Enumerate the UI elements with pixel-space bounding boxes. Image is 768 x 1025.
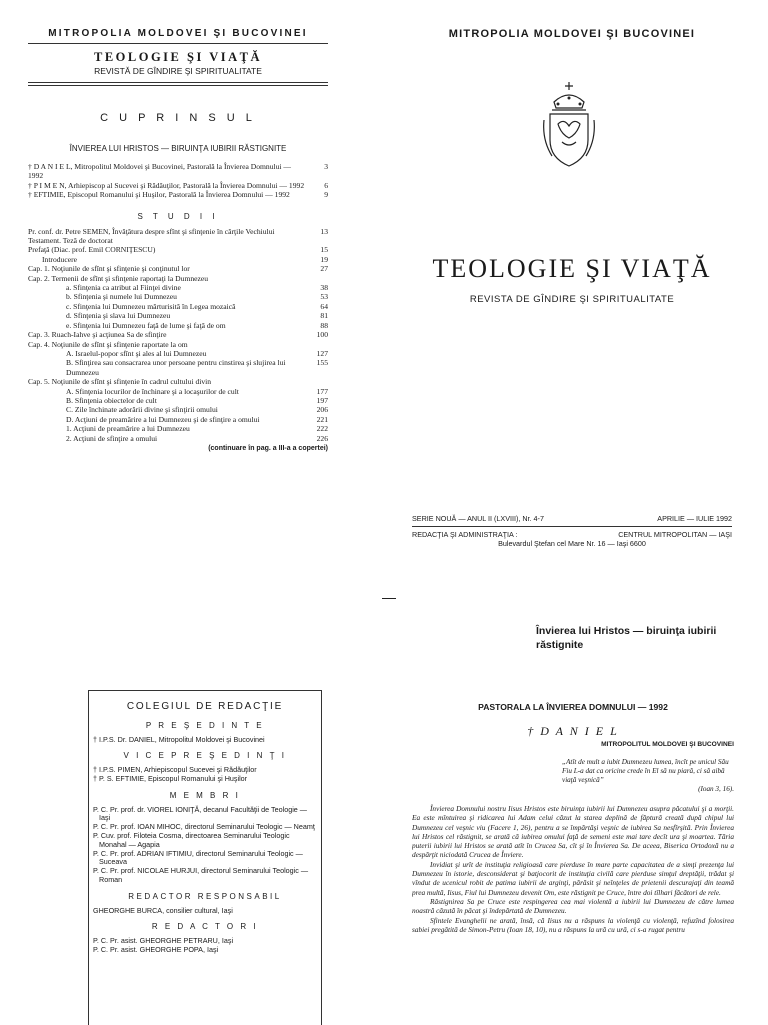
pastoral-author: † D A N I E L xyxy=(527,724,619,738)
board-member: † I.P.S. Dr. DANIEL, Mitropolitul Moldovei şi Bucovinei xyxy=(93,734,265,744)
issue-info xyxy=(412,514,732,548)
toc-page: 100 xyxy=(316,330,328,340)
toc-page: 53 xyxy=(320,292,328,302)
cover-subtitle: REVISTA DE GÎNDIRE ŞI SPIRITUALITATE xyxy=(469,294,675,305)
pastoral-title: PASTORALA LA ÎNVIEREA DOMNULUI — 1992 xyxy=(478,702,668,712)
board-content xyxy=(89,691,321,955)
toc-text: c. Sfinţenia lui Dumnezeu mărturisită în Legea mozaică xyxy=(66,301,236,311)
toc-row xyxy=(28,330,328,339)
pastoral-author-title: MITROPOLITUL MOLDOVEI ŞI BUCOVINEI xyxy=(601,741,734,748)
board-member: P. C. Pr. prof. ADRIAN IFTIMIU, directorul Seminarului Teologic — Suceava xyxy=(93,848,303,867)
metropolitan-center: CENTRUL MITROPOLITAN — IAŞI xyxy=(618,530,732,539)
toc-row xyxy=(28,434,328,443)
toc-page xyxy=(314,340,328,349)
toc-text: B. Sfinţenia obiectelor de cult xyxy=(66,395,157,405)
toc-text: d. Sfinţenia şi slava lui Dumnezeu xyxy=(66,311,171,321)
toc-text: a. Sfinţenia ca atribut al Fiinţei divine xyxy=(66,283,181,293)
toc-row xyxy=(28,227,328,246)
metropolis-crest-icon xyxy=(540,80,598,170)
toc-page: 13 xyxy=(320,226,328,236)
toc-text: Cap. 2. Termenii de sfînt şi sfinţenie raportaţi la Dumnezeu xyxy=(28,273,209,283)
board-member: P. C. Pr. asist. GHEORGHE PETRARU, Iaşi xyxy=(93,936,234,946)
toc-text: 1. Acţiuni de preamărire a lui Dumnezeu xyxy=(66,424,190,434)
toc-text: e. Sfinţenia lui Dumnezeu faţă de lume şi faţă de om xyxy=(66,320,226,330)
toc-row xyxy=(28,245,328,254)
toc-row xyxy=(28,190,328,199)
toc-row xyxy=(28,181,328,190)
cover-page xyxy=(412,28,732,568)
toc-page: 177 xyxy=(316,386,328,396)
toc-row xyxy=(28,311,328,320)
toc-text: Prefaţă (Diac. prof. Emil CORNIŢESCU) xyxy=(28,245,156,255)
board-role: V I C E P R E Ş E D I N Ţ I xyxy=(123,751,287,761)
toc-text: Cap. 1. Noţiunile de sfînt şi sfinţenie şi conţinutul lor xyxy=(28,264,190,274)
continuation-note: (continuare în pag. a III-a a copertei) xyxy=(208,444,328,452)
toc-page: 6 xyxy=(324,180,328,190)
editorial-office: REDACŢIA ŞI ADMINISTRAŢIA : xyxy=(412,530,518,539)
series-info: SERIE NOUĂ — ANUL II (LXVIII), Nr. 4-7 xyxy=(412,514,544,523)
toc-page: 19 xyxy=(320,254,328,264)
toc-row xyxy=(28,292,328,301)
board-member: P. Cuv. prof. Filoteia Cosma, directoarea Seminarului Teologic Monahal — Agapia xyxy=(93,830,290,849)
toc-row xyxy=(28,387,328,396)
toc-text: Cap. 3. Ruach-Iahve şi acţiunea Sa de sfinţire xyxy=(28,330,167,340)
toc-row xyxy=(28,405,328,414)
toc-text: † D A N I E L, Mitropolitul Moldovei şi Bucovinei, Pastorală la Învierea Domnului — 1992 xyxy=(28,162,292,181)
epigraph xyxy=(562,758,734,794)
title-rule xyxy=(28,82,328,86)
paragraph: Răstignirea Sa pe Cruce este respingerea cea mai violentă a iubirii lui Dumnezeu de către lumea noastră căzută în păcat şi îndepărtată de Dumnezeu. xyxy=(412,896,734,916)
toc-text: C. Zile închinate adorării divine şi sfinţirii omului xyxy=(66,405,218,415)
toc-row xyxy=(28,340,328,349)
epigraph-reference: (Ioan 3, 16). xyxy=(698,785,734,793)
toc-text: Introducere xyxy=(42,254,77,264)
editorial-board xyxy=(88,690,322,1025)
contents-heading: C U P R I N S U L xyxy=(100,112,256,124)
board-role: R E D A C T O R I xyxy=(151,922,259,932)
section-title: Învierea lui Hristos — biruinţa iubirii răstignite xyxy=(536,625,717,651)
toc-page: 127 xyxy=(316,348,328,358)
toc-page: 15 xyxy=(320,245,328,255)
contents-page xyxy=(28,28,328,558)
issue-row xyxy=(412,514,732,523)
board-role: M E M B R I xyxy=(169,790,241,800)
toc-row xyxy=(28,255,328,264)
board-role: P R E Ş E D I N T E xyxy=(145,720,265,730)
board-role: REDACTOR RESPONSABIL xyxy=(128,891,282,901)
toc-page: 197 xyxy=(316,395,328,405)
board-title: COLEGIUL DE REDACŢIE xyxy=(126,701,284,712)
section-title-page xyxy=(536,624,732,652)
toc-page xyxy=(314,274,328,283)
toc-page: 27 xyxy=(320,264,328,274)
toc-row xyxy=(28,321,328,330)
dash-mark xyxy=(382,598,396,599)
toc-row xyxy=(28,396,328,405)
board-member: † P. S. EFTIMIE, Episcopul Romanului şi Huşilor xyxy=(93,773,248,783)
toc-page: 155 xyxy=(316,358,328,368)
toc-text: 2. Acţiuni de sfinţire a omului xyxy=(66,433,158,443)
toc-row xyxy=(28,358,328,377)
toc-page: 88 xyxy=(320,320,328,330)
section-heading: ÎNVIEREA LUI HRISTOS — BIRUINŢA IUBIRII RĂSTIGNITE xyxy=(69,144,287,153)
contents-journal-title: TEOLOGIE ŞI VIAŢĂ xyxy=(93,50,262,64)
toc-row xyxy=(28,302,328,311)
toc-text: A. Israelul-popor sfînt şi ales al lui Dumnezeu xyxy=(66,348,207,358)
office-row xyxy=(412,530,732,539)
toc-row xyxy=(28,283,328,292)
toc-text: Cap. 5. Noţiunile de sfînt şi sfinţenie în cadrul cultului divin xyxy=(28,377,212,387)
toc-row xyxy=(28,424,328,433)
toc-text: B. Sfinţirea sau consacrarea unor persoane pentru cinstirea şi slujirea lui Dumnezeu xyxy=(66,358,286,377)
toc-row xyxy=(28,415,328,424)
paragraph: Invidiat şi urît de instituţia religioasă care pierduse în mare parte capacitatea de a simţi prezenţa lui Dumnezeu în istorie, desconsiderat şi batjocorit de instituţia civilă care pierduse simţul dreptăţii, trădat şi vîndut de ucenicul robit de patima iubirii de arginţi, părăsit şi neînţeles de prietenii descurajaţi din teamă prea multă, Iisus, Fiul lui Dumnezeu devenit Om, este răstignit pe Cruce, între doi tîlhari făcători de rele. xyxy=(412,859,734,897)
address: Bulevardul Ştefan cel Mare Nr. 16 — Iaşi 6600 xyxy=(498,539,646,548)
issue-date: APRILIE — IULIE 1992 xyxy=(657,514,732,523)
toc-text: b. Sfinţenia şi numele lui Dumnezeu xyxy=(66,292,177,302)
paragraph: Sfintele Evanghelii ne arată, însă, că Iisus nu a răspuns la violenţă cu violenţă, refuzînd folosirea sabiei pregătită de Simon-Petru (Ioan 18, 10), nu a răspuns la ură cu ură, ci s-a rugat pentru xyxy=(412,915,734,934)
toc-page: 3 xyxy=(324,162,328,171)
toc-row xyxy=(28,162,328,181)
toc-page: 81 xyxy=(320,311,328,321)
toc-page: 222 xyxy=(316,424,328,434)
toc-text: Cap. 4. Noţiunile de sfînt şi sfinţenie raportate la om xyxy=(28,339,188,349)
studii-heading: S T U D I I xyxy=(137,211,219,221)
toc-text: † EFTIMIE, Episcopul Romanului şi Huşilor, Pastorală la Învierea Domnului — 1992 xyxy=(28,190,290,200)
toc-row xyxy=(28,349,328,358)
issue-rule xyxy=(412,526,732,527)
toc-text: Pr. conf. dr. Petre SEMEN, Învăţătura despre sfînt şi sfinţenie în cărţile Vechiului Testament. Teză de doctorat xyxy=(28,226,275,246)
pastoral-letter xyxy=(412,702,734,1024)
epigraph-text: „Atît de mult a iubit Dumnezeu lumea, încît pe unicul Său Fiu L-a dat ca oricine crede în El să nu piară, ci să aibă viaţă veşnică” xyxy=(562,758,729,784)
contents-header: MITROPOLIA MOLDOVEI ŞI BUCOVINEI xyxy=(48,28,308,39)
board-member: P. C. Pr. prof. dr. VIOREL IONIŢĂ, decanul Facultăţii de Teologie — Iaşi xyxy=(93,804,307,823)
toc-text: D. Acţiuni de preamărire a lui Dumnezeu şi de sfinţire a omului xyxy=(66,414,260,424)
cover-header: MITROPOLIA MOLDOVEI ŞI BUCOVINEI xyxy=(448,28,696,40)
paragraph: Învierea Domnului nostru Iisus Hristos este biruinţa iubirii lui Dumnezeu asupra păcatului şi a morţii. Ea este mîntuirea şi ridicarea lui Adam celui căzut la starea deplină de făptură creată după chipul lui Dumnezeu cel veşnic viu (Facere 1, 26), pentru a se împărtăşi veşnic de iubirea Sa nesfîrşită. Prin Învierea lui Hristos cel răstignit, se arată că iubirea omului faţă de semeni este mai tare decît ura şi moartea. Tăria puterii iubirii lui Hristos se arată atît în Crucea Sa, cît şi în Învierea Sa. De aceea, Biserica Ortodoxă nu a despărţit niciodată Crucea de Înviere. xyxy=(412,804,734,860)
toc-text: A. Sfinţenia locurilor de închinare şi a locaşurilor de cult xyxy=(66,386,239,396)
toc-row xyxy=(28,264,328,273)
board-member: P. C. Pr. asist. GHEORGHE POPA, Iaşi xyxy=(93,944,219,954)
pastorals-list xyxy=(28,162,328,200)
toc-page: 206 xyxy=(316,405,328,415)
toc-text: † P I M E N, Arhiepiscop al Sucevei şi Rădăuţilor, Pastorală la Învierea Domnului — 1992 xyxy=(28,180,305,190)
toc-page xyxy=(314,377,328,386)
toc-page: 38 xyxy=(320,283,328,293)
toc-page: 64 xyxy=(320,301,328,311)
toc-row xyxy=(28,274,328,283)
board-member: P. C. Pr. prof. NICOLAE HURJUI, directorul Seminarului Teologic — Roman xyxy=(93,866,309,884)
studii-list xyxy=(28,227,328,443)
pastoral-body xyxy=(412,804,734,934)
toc-row xyxy=(28,377,328,386)
cover-title: TEOLOGIE ŞI VIAŢĂ xyxy=(432,254,712,283)
toc-page: 221 xyxy=(316,414,328,424)
header-rule xyxy=(28,43,328,44)
board-member: † I.P.S. PIMEN, Arhiepiscopul Sucevei şi Rădăuţilor xyxy=(93,765,257,775)
toc-page: 9 xyxy=(324,190,328,200)
board-member: GHEORGHE BURCA, consilier cultural, Iaşi xyxy=(93,905,233,915)
contents-journal-subtitle: REVISTĂ DE GÎNDIRE ŞI SPIRITUALITATE xyxy=(94,66,262,76)
toc-page: 226 xyxy=(316,433,328,443)
board-member: P. C. Pr. prof. IOAN MIHOC, directorul Seminarului Teologic — Neamţ xyxy=(93,822,315,832)
